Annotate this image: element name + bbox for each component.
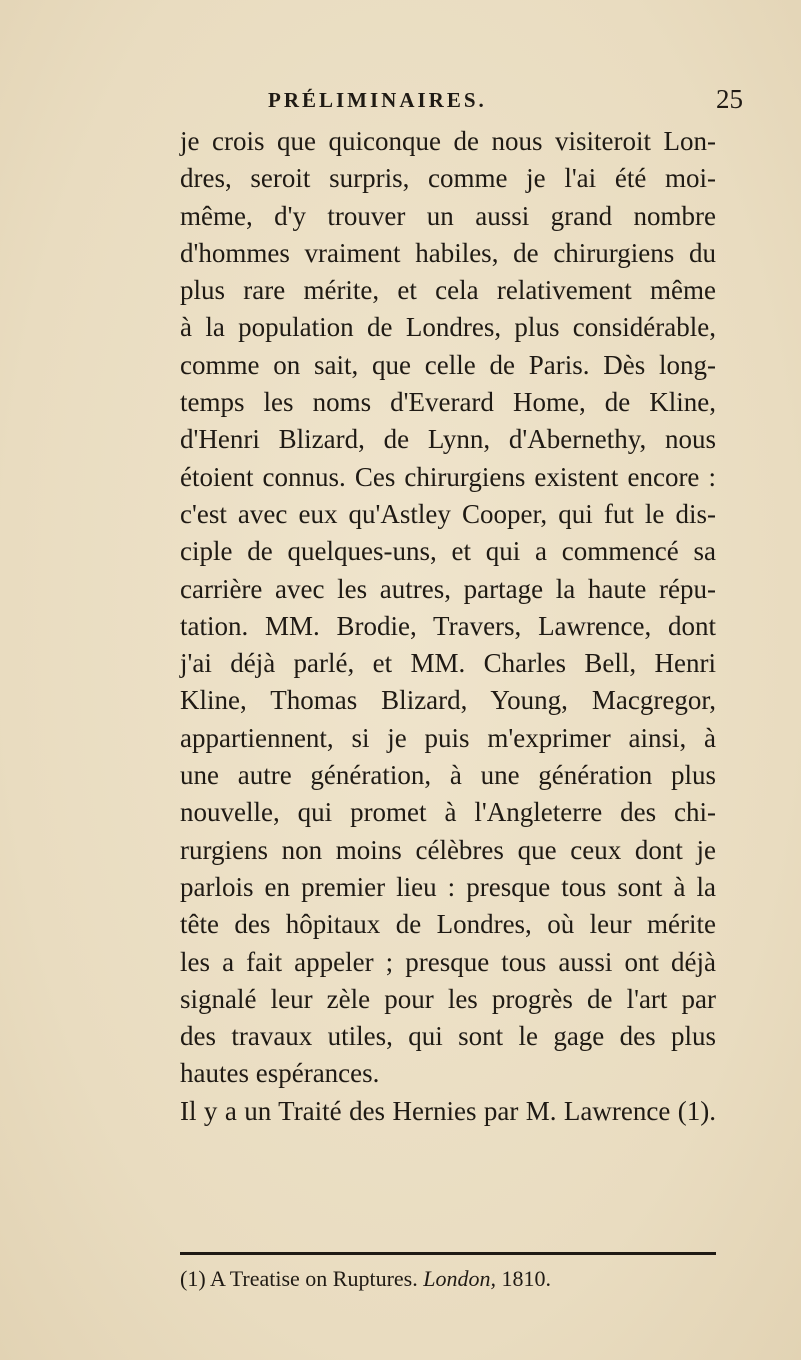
text-line: d'hommes vraiment habiles, de chirurgiens du bbox=[180, 237, 716, 268]
text-line: étoient connus. Ces chirurgiens existent encore : bbox=[180, 461, 716, 492]
text-line: je crois que quiconque de nous visiteroit Lon- bbox=[180, 126, 716, 156]
text-line: temps les noms d'Everard Home, de Kline, bbox=[180, 387, 716, 418]
text-line: nouvelle, qui promet à l'Angleterre des chi- bbox=[180, 797, 716, 828]
text-line: Kline, Thomas Blizard, Young, Macgregor, bbox=[180, 685, 716, 716]
footnote-rule bbox=[180, 1252, 716, 1255]
text-line: ciple de quelques-uns, et qui a commencé sa bbox=[180, 536, 716, 567]
text-line: plus rare mérite, et cela relativement même bbox=[180, 275, 716, 306]
footnote bbox=[180, 1262, 716, 1296]
page-header bbox=[0, 84, 801, 124]
text-line: tête des hôpitaux de Londres, où leur mérite bbox=[180, 909, 716, 940]
footnote-year: 1810. bbox=[501, 1266, 551, 1291]
text-line: appartiennent, si je puis m'exprimer ainsi, à bbox=[180, 722, 716, 753]
footnote-place: London, bbox=[423, 1266, 496, 1291]
footnote-marker: (1) bbox=[180, 1266, 206, 1291]
text-line: une autre génération, à une génération plus bbox=[180, 760, 716, 791]
body-text bbox=[180, 123, 716, 1130]
text-line: j'ai déjà parlé, et MM. Charles Bell, Henri bbox=[180, 648, 716, 679]
text-line: rurgiens non moins célèbres que ceux dont je bbox=[180, 834, 716, 865]
text-line: carrière avec les autres, partage la haute répu- bbox=[180, 573, 716, 604]
footnote-text: A Treatise on Ruptures. bbox=[209, 1266, 418, 1291]
text-line: comme on sait, que celle de Paris. Dès long- bbox=[180, 349, 716, 380]
text-line: dres, seroit surpris, comme je l'ai été moi- bbox=[180, 163, 716, 194]
text-line: même, d'y trouver un aussi grand nombre bbox=[180, 200, 716, 231]
text-line: parlois en premier lieu : presque tous sont à la bbox=[180, 871, 716, 902]
text-line: tation. MM. Brodie, Travers, Lawrence, dont bbox=[180, 610, 716, 641]
text-line: à la population de Londres, plus considérable, bbox=[180, 312, 716, 343]
running-head: PRÉLIMINAIRES. bbox=[268, 88, 487, 112]
text-line: Il y a un Traité des Hernies par M. Lawrence (1). bbox=[180, 1095, 716, 1126]
text-line: des travaux utiles, qui sont le gage des plus bbox=[180, 1021, 716, 1052]
text-line: les a fait appeler ; presque tous aussi ont déjà bbox=[180, 946, 716, 977]
text-line: signalé leur zèle pour les progrès de l'art par bbox=[180, 983, 716, 1014]
text-line: c'est avec eux qu'Astley Cooper, qui fut le dis- bbox=[180, 498, 716, 529]
text-line: d'Henri Blizard, de Lynn, d'Abernethy, nous bbox=[180, 424, 716, 455]
text-line: hautes espérances. bbox=[180, 1058, 380, 1089]
page-number: 25 bbox=[716, 84, 743, 114]
